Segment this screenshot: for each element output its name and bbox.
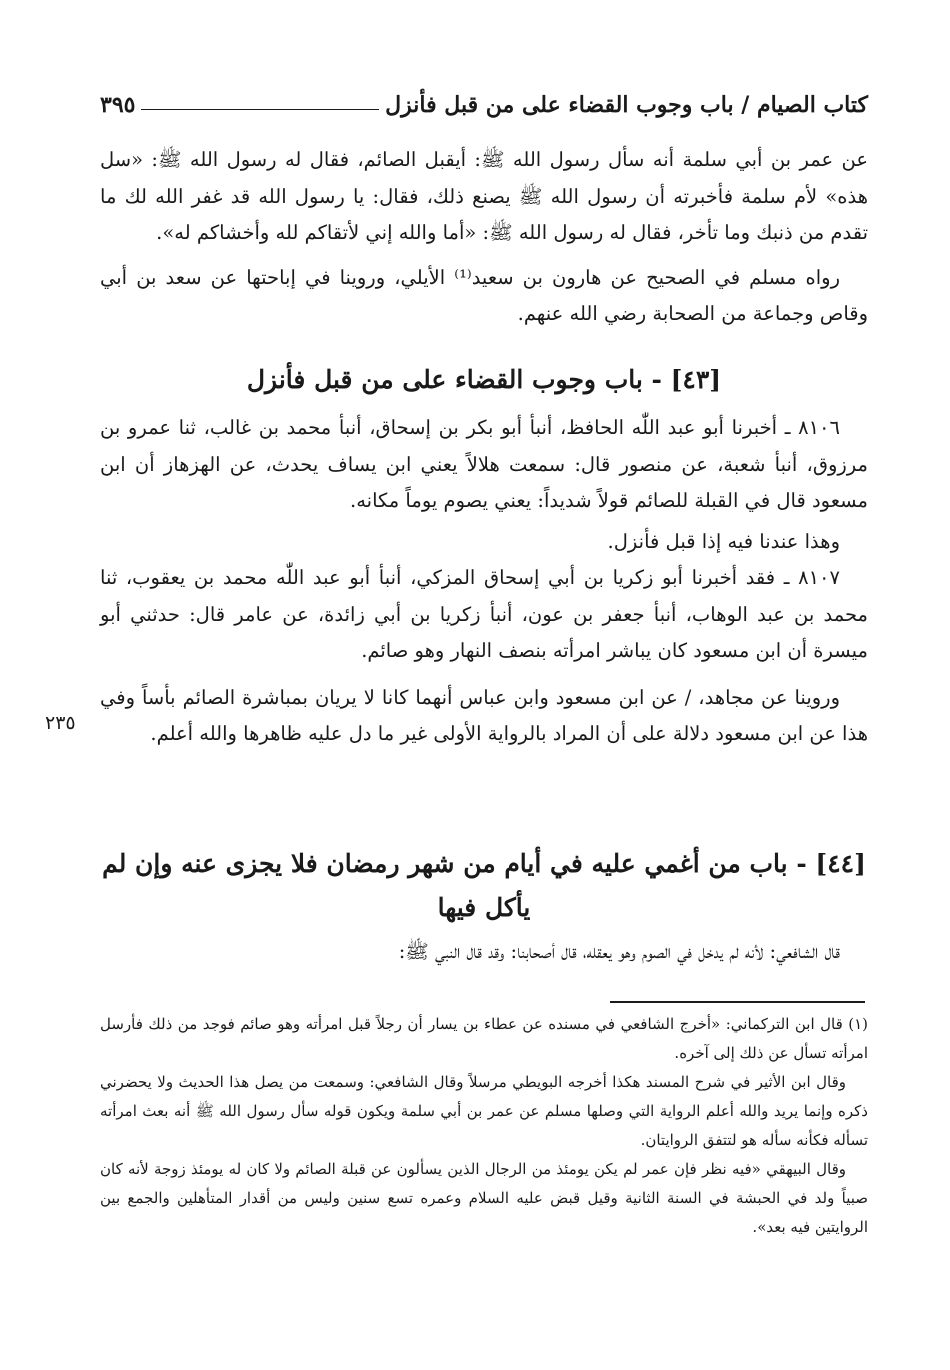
- margin-page-reference: ٢٣٥: [45, 712, 76, 734]
- section-heading-43: [٤٣] - باب وجوب القضاء على من قبل فأنزل: [246, 365, 722, 394]
- running-header: [100, 84, 868, 118]
- page-number: ٣٩٥: [100, 92, 136, 118]
- text-block-3: [100, 934, 868, 971]
- paragraph-4: وهذا عندنا فيه إذا قبل فأنزل.: [607, 529, 840, 553]
- footnote-1: (١) قال ابن التركماني: «أخرج الشافعي في مسنده عن عطاء بن يسار أن رجلاً قبل امرأته وهو صائم فوجد من ذلك فأرسل امرأته تسأل عن ذلك إلى آخره.: [100, 1015, 868, 1062]
- header-title: كتاب الصيام / باب وجوب القضاء على من قبل فأنزل: [385, 92, 868, 118]
- paragraph-6: وروينا عن مجاهد، / عن ابن مسعود وابن عباس أنهما كانا لا يريان بمباشرة الصائم بأساً وفي هذا عن ابن مسعود دلالة على أن المراد بالرواية الأولى غير ما دل عليه ظاهرها والله أعلم.: [100, 685, 868, 745]
- footnote-2: وقال ابن الأثير في شرح المسند هكذا أخرجه البويطي مرسلاً وقال الشافعي: وسمعت من يصل هذا الحديث ولا يحضرني ذكره وإنما يريد والله أعلم الرواية التي وصلها مسلم عن عمر بن أبي سلمة ويكون قوله سأل رسول الله ﷺ أنه بعث امرأته تسأله فكأنه سأله هو لتتفق الروايتان.: [100, 1073, 868, 1149]
- text-block-1: [100, 142, 868, 333]
- footnote-3: وقال البيهقي «فيه نظر فإن عمر لم يكن يومئذ من الرجال الذين يسألون عن قبلة الصائم ولا كان له يومئذ زوجة لأنه كان صبياً ولد في الحبشة في السنة الثانية وقيل قبض عليه السلام وعمره تسع سنين وليس من أقدار المتأهلين والجمع بين الروايتين فيه بعد».: [100, 1160, 868, 1236]
- paragraph-5: ٨١٠٧ ـ فقد أخبرنا أبو زكريا بن أبي إسحاق المزكي، أنبأ أبو عبد اللّٰه محمد بن يعقوب، ثنا محمد بن عبد الوهاب، أنبأ جعفر بن عون، أنبأ زكريا بن أبي زائدة، عن عامر قال: حدثني أبو ميسرة أن ابن مسعود كان يباشر امرأته بنصف النهار وهو صائم.: [100, 566, 868, 662]
- paragraph-3: ٨١٠٦ ـ أخبرنا أبو عبد اللّٰه الحافظ، أنبأ أبو بكر بن إسحاق، أنبأ محمد بن غالب، ثنا عمرو بن مرزوق، أنبأ شعبة، عن منصور قال: سمعت هلالاً يعني ابن يساف يحدث، عن الهزهاز أن ابن مسعود قال في القبلة للصائم قولاً شديداً: يعني يصوم يوماً مكانه.: [100, 416, 868, 512]
- paragraph-2: رواه مسلم في الصحيح عن هارون بن سعيد⁽¹⁾ الأيلي، وروينا في إباحتها عن سعد بن أبي وقاص وجماعة من الصحابة رضي الله عنهم.: [100, 265, 868, 325]
- footnotes: [100, 1010, 868, 1242]
- header-rule: [141, 109, 379, 110]
- paragraph-1: عن عمر بن أبي سلمة أنه سأل رسول الله ﷺ: أيقبل الصائم، فقال له رسول الله ﷺ: «سل هذه» لأم سلمة فأخبرته أن رسول الله ﷺ يصنع ذلك، فقال: يا رسول الله قد غفر الله لك ما تقدم من ذنبك وما تأخر، فقال له رسول الله ﷺ: «أما والله إني لأتقاكم لله وأخشاكم له».: [100, 148, 868, 244]
- text-block-2: [100, 410, 868, 753]
- footnote-separator: [610, 1001, 865, 1003]
- paragraph-7: قال الشافعي: لأنه لم يدخل في الصوم وهو يعقله، قال أصحابنا: وقد قال النبي ﷺ:: [398, 940, 840, 963]
- section-heading-44: [٤٤] - باب من أغمي عليه في أيام من شهر رمضان فلا يجزى عنه وإن لم يأكل فيها: [102, 849, 866, 922]
